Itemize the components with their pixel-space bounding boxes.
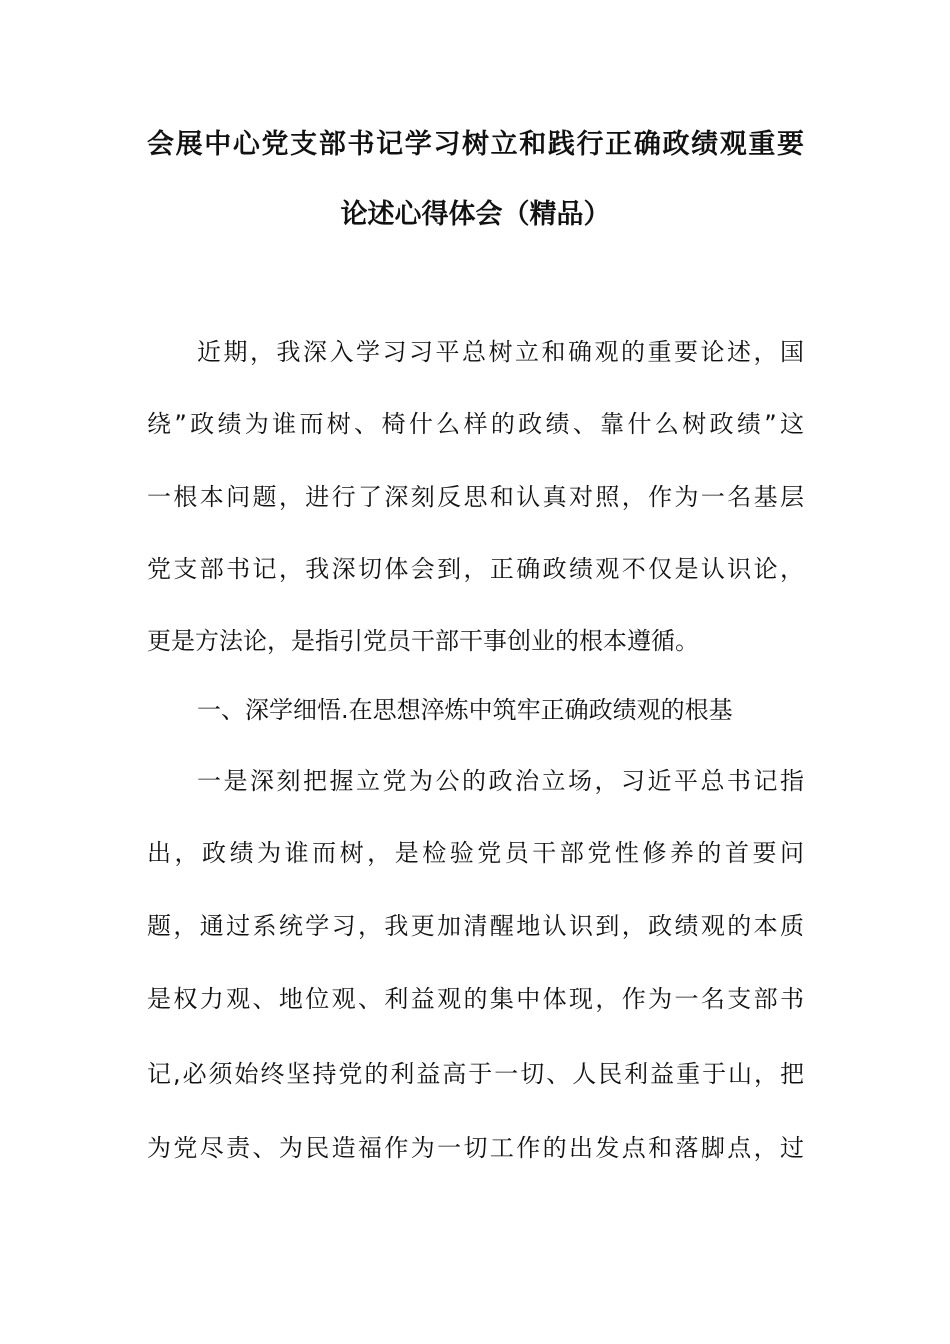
paragraph-line: 一是深刻把握立党为公的政治立场，习近平总书记指 (197, 767, 804, 795)
paragraph-line: 记,必须始终坚持党的利益高于一切、人民利益重于山，把 (147, 1060, 804, 1088)
paragraph-line: 为党尽责、为民造福作为一切工作的出发点和落脚点，过 (147, 1134, 804, 1162)
paragraph-line: 一根本问题，进行了深刻反思和认真对照，作为一名基层 (147, 483, 804, 511)
paragraph-line: 更是方法论，是指引党员干部干事创业的根本遵循。 (147, 627, 699, 655)
section-heading: 一、深学细悟.在思想淬炼中筑牢正确政绩观的根基 (197, 696, 733, 724)
document-title-line-1: 会展中心党支部书记学习树立和践行正确政绩观重要 (147, 129, 804, 160)
paragraph-line: 题，通过系统学习，我更加清醒地认识到，政绩观的本质 (147, 912, 804, 940)
paragraph-line: 近期，我深入学习习平总树立和确观的重要论述，国 (197, 338, 804, 366)
paragraph-line: 绕”政绩为谁而树、椅什么样的政绩、靠什么树政绩”这 (147, 410, 804, 438)
paragraph-line: 党支部书记，我深切体会到，正确政绩观不仅是认识论， (147, 555, 804, 583)
paragraph-line: 出，政绩为谁而树，是检验党员干部党性修养的首要问 (147, 839, 804, 867)
document-title-line-2: 论述心得体会（精品） (340, 199, 611, 230)
paragraph-line: 是权力观、地位观、利益观的集中体现，作为一名支部书 (147, 985, 804, 1013)
